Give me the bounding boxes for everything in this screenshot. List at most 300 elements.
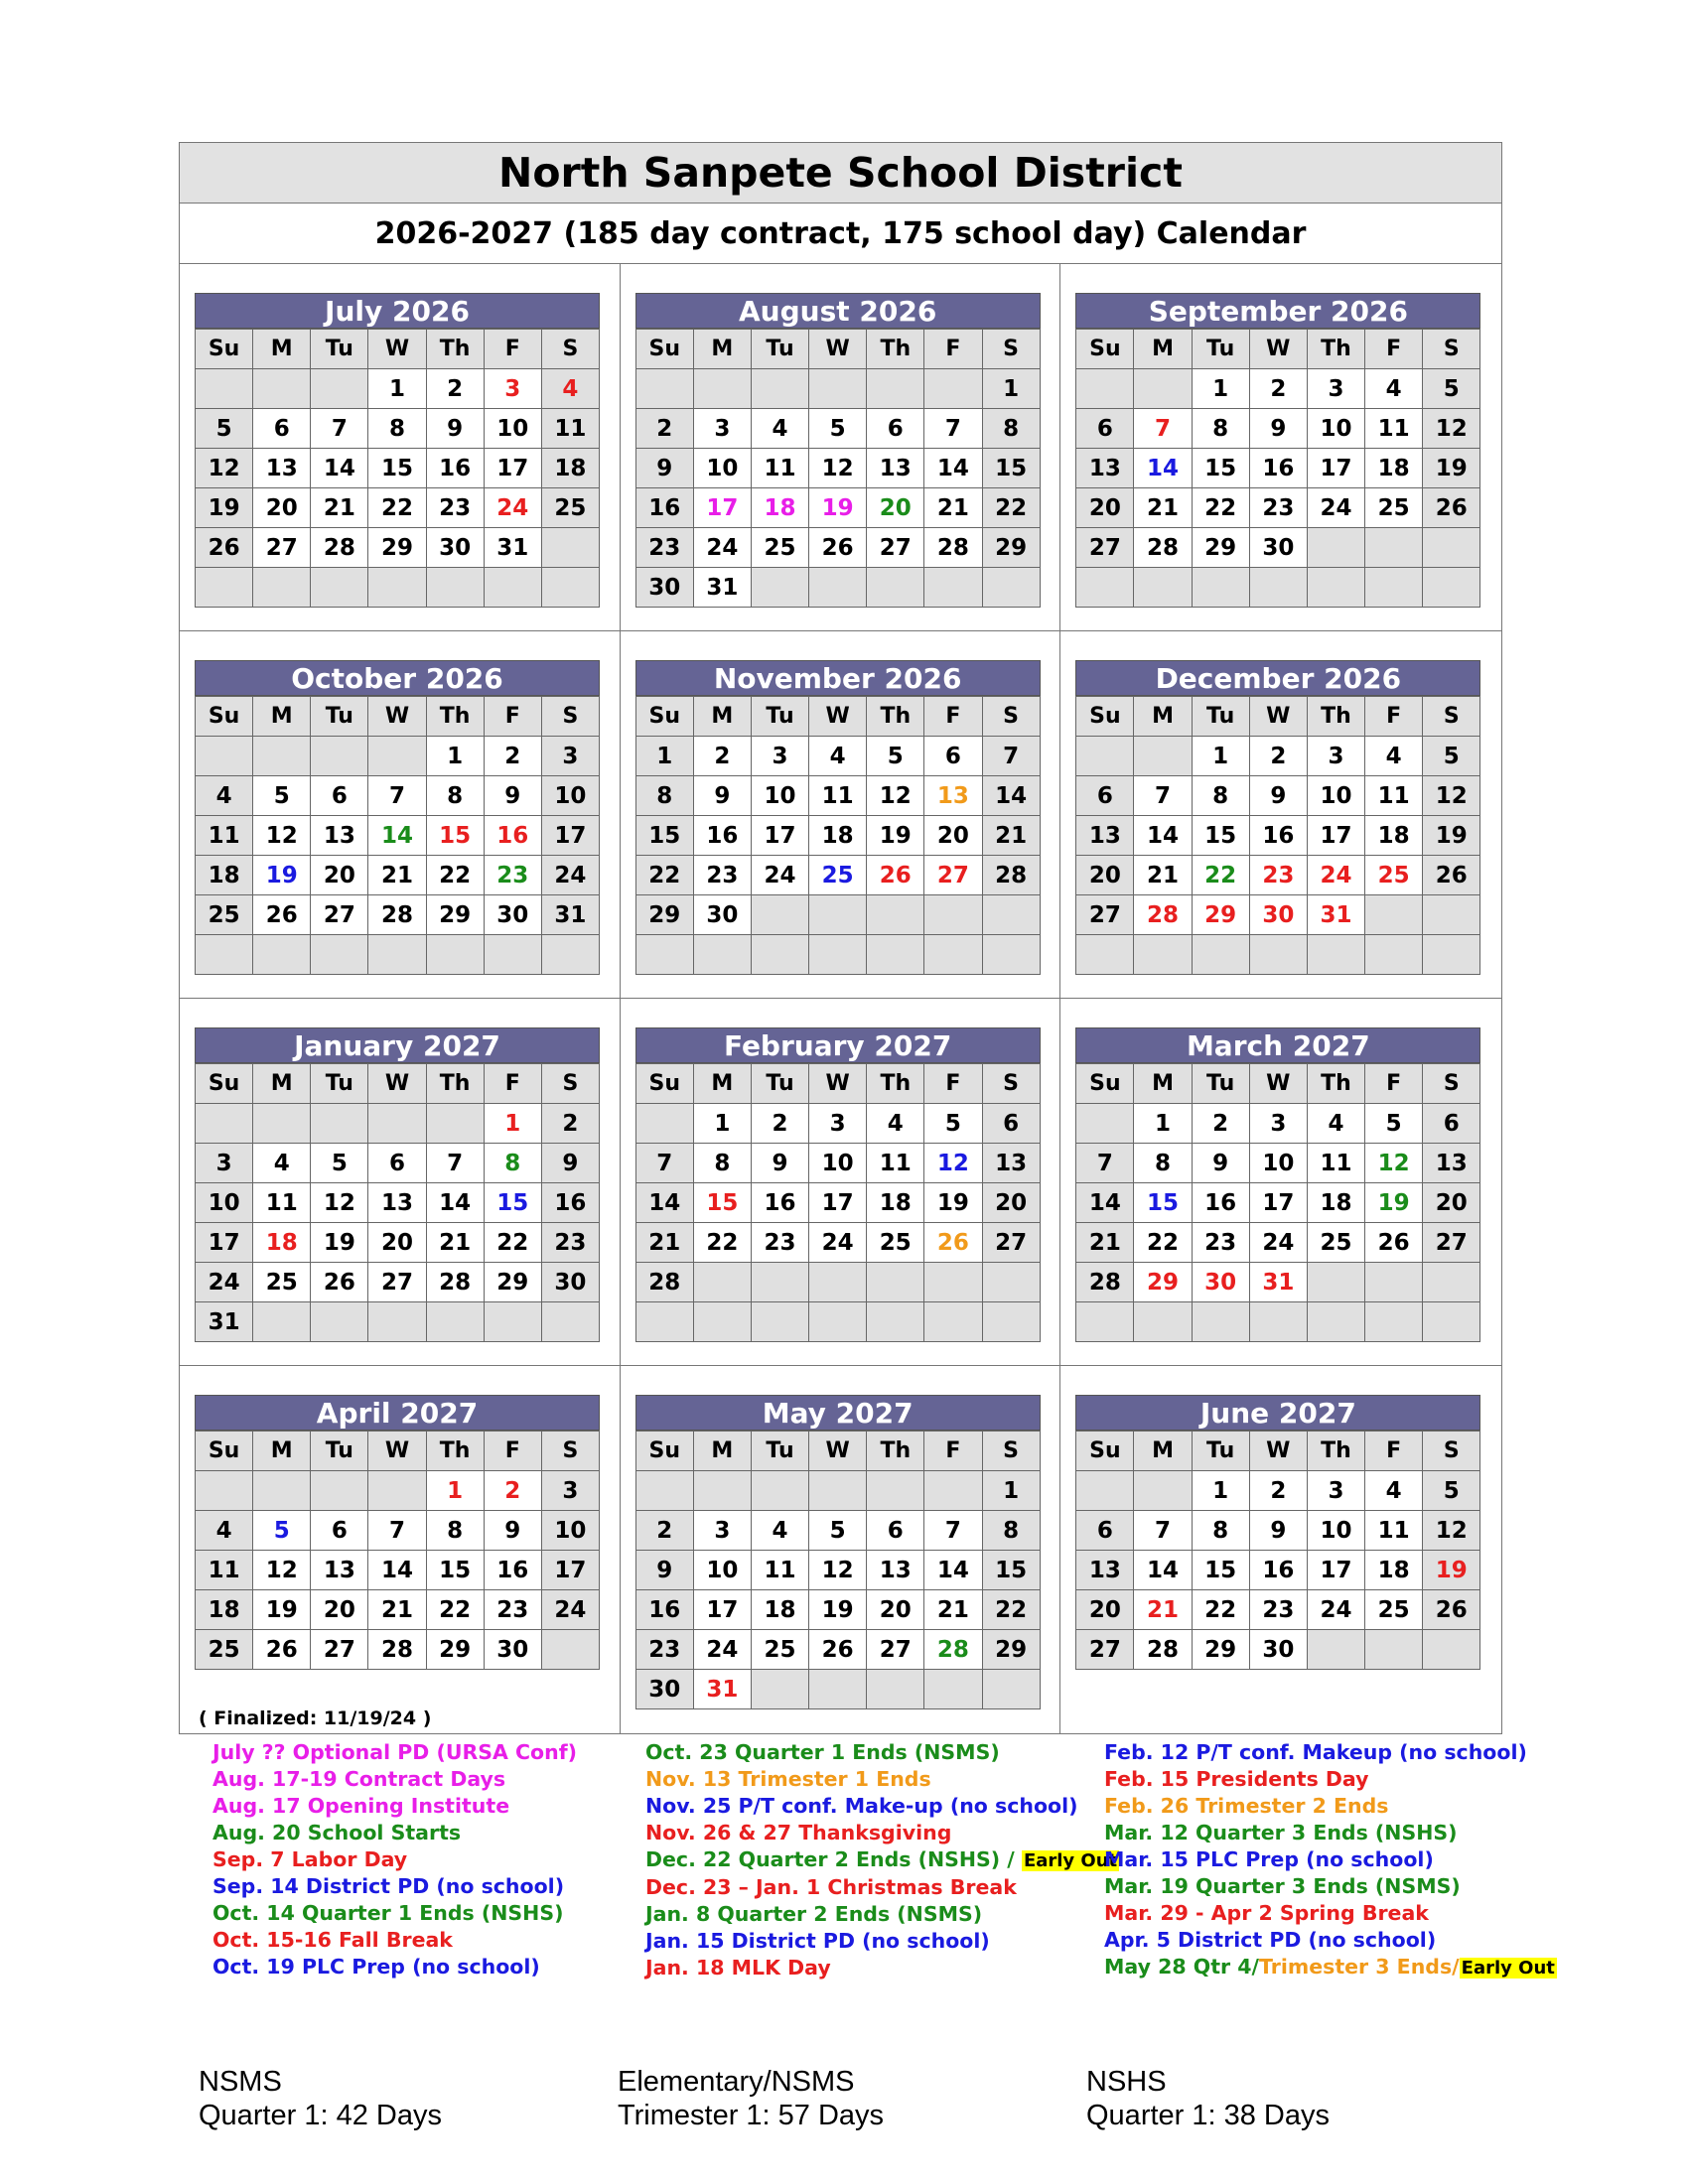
month-table bbox=[195, 329, 600, 608]
empty-cell bbox=[484, 935, 541, 975]
legend-text: Nov. 25 P/T conf. Make-up (no school) bbox=[645, 1794, 1078, 1818]
day-cell: 18 bbox=[1307, 1183, 1364, 1223]
footer-count: Quarter 1: 42 Days bbox=[199, 2100, 442, 2131]
day-cell: 15 bbox=[982, 449, 1040, 488]
day-cell: 16 bbox=[484, 816, 541, 856]
day-cell: 21 bbox=[924, 488, 982, 528]
empty-cell bbox=[1365, 895, 1423, 935]
weekday-header: S bbox=[541, 697, 599, 737]
day-cell: 11 bbox=[253, 1183, 311, 1223]
day-cell: 20 bbox=[1076, 856, 1134, 895]
day-cell: 12 bbox=[1423, 1511, 1480, 1551]
day-cell: 12 bbox=[809, 449, 867, 488]
month-calendar bbox=[195, 1027, 600, 1342]
weekday-header: M bbox=[1134, 330, 1192, 369]
day-cell: 28 bbox=[982, 856, 1040, 895]
empty-cell bbox=[541, 528, 599, 568]
weekday-header: S bbox=[982, 697, 1040, 737]
empty-cell bbox=[1134, 935, 1192, 975]
day-cell: 25 bbox=[809, 856, 867, 895]
weekday-header: S bbox=[1423, 697, 1480, 737]
day-cell: 24 bbox=[484, 488, 541, 528]
day-cell: 21 bbox=[311, 488, 368, 528]
day-cell: 9 bbox=[635, 1551, 693, 1590]
day-cell: 23 bbox=[426, 488, 484, 528]
day-cell: 13 bbox=[867, 1551, 924, 1590]
day-cell: 6 bbox=[311, 776, 368, 816]
legend-item bbox=[1104, 1927, 1557, 1954]
day-cell: 20 bbox=[982, 1183, 1040, 1223]
empty-cell bbox=[1423, 935, 1480, 975]
day-cell: 23 bbox=[541, 1223, 599, 1263]
empty-cell bbox=[1249, 568, 1307, 608]
day-cell: 28 bbox=[635, 1263, 693, 1302]
month-table bbox=[635, 1063, 1041, 1342]
weekday-header: Th bbox=[426, 1064, 484, 1104]
day-cell: 27 bbox=[311, 1630, 368, 1670]
legend-text: Nov. 26 & 27 Thanksgiving bbox=[645, 1821, 952, 1844]
empty-cell bbox=[809, 1670, 867, 1709]
legend-item bbox=[1104, 1739, 1557, 1766]
legend-item bbox=[1104, 1766, 1557, 1793]
empty-cell bbox=[1249, 1302, 1307, 1342]
empty-cell bbox=[1423, 895, 1480, 935]
day-cell: 1 bbox=[1192, 737, 1249, 776]
day-cell: 25 bbox=[196, 895, 253, 935]
day-cell: 26 bbox=[1365, 1223, 1423, 1263]
day-cell: 20 bbox=[867, 488, 924, 528]
legend-text: Mar. 15 PLC Prep (no school) bbox=[1104, 1847, 1434, 1871]
day-cell: 21 bbox=[1134, 488, 1192, 528]
day-cell: 24 bbox=[751, 856, 808, 895]
day-cell: 18 bbox=[253, 1223, 311, 1263]
day-cell: 27 bbox=[311, 895, 368, 935]
legend-text: Jan. 8 Quarter 2 Ends (NSMS) bbox=[645, 1902, 983, 1926]
calendar-subtitle: 2026-2027 (185 day contract, 175 school day) Calendar bbox=[180, 204, 1501, 264]
day-cell: 19 bbox=[1423, 1551, 1480, 1590]
weekday-header: Su bbox=[196, 330, 253, 369]
weekday-header: W bbox=[368, 330, 426, 369]
footer-column-3 bbox=[1086, 2065, 1330, 2132]
day-cell: 24 bbox=[693, 528, 751, 568]
day-cell: 2 bbox=[1249, 369, 1307, 409]
day-cell: 11 bbox=[1365, 409, 1423, 449]
day-cell: 1 bbox=[982, 369, 1040, 409]
weekday-header: F bbox=[924, 1432, 982, 1471]
day-cell: 25 bbox=[751, 528, 808, 568]
day-cell: 27 bbox=[867, 1630, 924, 1670]
month-cell bbox=[1060, 999, 1501, 1366]
day-cell: 5 bbox=[809, 1511, 867, 1551]
day-cell: 1 bbox=[426, 1471, 484, 1511]
empty-cell bbox=[541, 1302, 599, 1342]
day-cell: 26 bbox=[809, 1630, 867, 1670]
day-cell: 6 bbox=[867, 1511, 924, 1551]
day-cell: 8 bbox=[426, 776, 484, 816]
day-cell: 3 bbox=[1307, 369, 1364, 409]
day-cell: 10 bbox=[541, 776, 599, 816]
empty-cell bbox=[924, 895, 982, 935]
day-cell: 22 bbox=[484, 1223, 541, 1263]
day-cell: 16 bbox=[635, 1590, 693, 1630]
weekday-header: F bbox=[924, 330, 982, 369]
empty-cell bbox=[1076, 935, 1134, 975]
day-cell: 12 bbox=[867, 776, 924, 816]
empty-cell bbox=[1307, 1302, 1364, 1342]
weekday-header: F bbox=[484, 1432, 541, 1471]
day-cell: 4 bbox=[1307, 1104, 1364, 1144]
legend-item bbox=[645, 1820, 1119, 1846]
day-cell: 4 bbox=[751, 409, 808, 449]
day-cell: 14 bbox=[635, 1183, 693, 1223]
month-table bbox=[635, 1431, 1041, 1709]
day-cell: 8 bbox=[1192, 409, 1249, 449]
day-cell: 3 bbox=[1249, 1104, 1307, 1144]
weekday-header: Su bbox=[1076, 697, 1134, 737]
legend-column-3 bbox=[1104, 1739, 1557, 1981]
weekday-header: Su bbox=[635, 697, 693, 737]
day-cell: 23 bbox=[1192, 1223, 1249, 1263]
day-cell: 31 bbox=[196, 1302, 253, 1342]
legend-text: Jan. 15 District PD (no school) bbox=[645, 1929, 990, 1953]
day-cell: 3 bbox=[693, 1511, 751, 1551]
legend-text: Sep. 14 District PD (no school) bbox=[212, 1874, 565, 1898]
day-cell: 19 bbox=[1365, 1183, 1423, 1223]
day-cell: 14 bbox=[426, 1183, 484, 1223]
empty-cell bbox=[1192, 935, 1249, 975]
day-cell: 22 bbox=[368, 488, 426, 528]
day-cell: 28 bbox=[368, 1630, 426, 1670]
district-title: North Sanpete School District bbox=[180, 143, 1501, 204]
weekday-header: S bbox=[541, 1064, 599, 1104]
day-cell: 31 bbox=[693, 568, 751, 608]
day-cell: 25 bbox=[541, 488, 599, 528]
day-cell: 12 bbox=[924, 1144, 982, 1183]
day-cell: 3 bbox=[809, 1104, 867, 1144]
day-cell: 11 bbox=[1365, 1511, 1423, 1551]
day-cell: 31 bbox=[541, 895, 599, 935]
day-cell: 14 bbox=[924, 449, 982, 488]
month-cell bbox=[621, 631, 1061, 999]
day-cell: 30 bbox=[1249, 895, 1307, 935]
empty-cell bbox=[1307, 528, 1364, 568]
day-cell: 28 bbox=[426, 1263, 484, 1302]
month-cell bbox=[621, 264, 1061, 631]
day-cell: 4 bbox=[751, 1511, 808, 1551]
empty-cell bbox=[693, 369, 751, 409]
empty-cell bbox=[635, 935, 693, 975]
legend-item bbox=[1104, 1793, 1557, 1820]
empty-cell bbox=[809, 1471, 867, 1511]
legend-text: May 28 Qtr 4/ bbox=[1104, 1955, 1259, 1979]
day-cell: 29 bbox=[1192, 528, 1249, 568]
day-cell: 10 bbox=[1307, 409, 1364, 449]
empty-cell bbox=[1423, 1302, 1480, 1342]
day-cell: 17 bbox=[541, 816, 599, 856]
day-cell: 7 bbox=[635, 1144, 693, 1183]
day-cell: 11 bbox=[751, 1551, 808, 1590]
day-cell: 14 bbox=[368, 1551, 426, 1590]
empty-cell bbox=[1134, 1302, 1192, 1342]
day-cell: 26 bbox=[1423, 856, 1480, 895]
day-cell: 19 bbox=[253, 1590, 311, 1630]
day-cell: 2 bbox=[1192, 1104, 1249, 1144]
day-cell: 16 bbox=[1249, 449, 1307, 488]
weekday-header: Th bbox=[867, 330, 924, 369]
weekday-header: Th bbox=[867, 697, 924, 737]
day-cell: 29 bbox=[484, 1263, 541, 1302]
day-cell: 21 bbox=[982, 816, 1040, 856]
weekday-header: F bbox=[1365, 1064, 1423, 1104]
day-cell: 16 bbox=[751, 1183, 808, 1223]
day-cell: 8 bbox=[1134, 1144, 1192, 1183]
day-cell: 3 bbox=[693, 409, 751, 449]
empty-cell bbox=[253, 737, 311, 776]
day-cell: 22 bbox=[1192, 1590, 1249, 1630]
legend-text: Dec. 22 Quarter 2 Ends (NSHS) / bbox=[645, 1847, 1022, 1871]
day-cell: 25 bbox=[196, 1630, 253, 1670]
empty-cell bbox=[196, 935, 253, 975]
weekday-header: Su bbox=[196, 1432, 253, 1471]
day-cell: 2 bbox=[1249, 737, 1307, 776]
empty-cell bbox=[1423, 528, 1480, 568]
day-cell: 7 bbox=[924, 1511, 982, 1551]
empty-cell bbox=[635, 1471, 693, 1511]
day-cell: 13 bbox=[253, 449, 311, 488]
legend-item bbox=[1104, 1954, 1557, 1981]
weekday-header: Su bbox=[1076, 1432, 1134, 1471]
empty-cell bbox=[196, 1471, 253, 1511]
month-title: April 2027 bbox=[195, 1395, 600, 1431]
day-cell: 2 bbox=[1249, 1471, 1307, 1511]
day-cell: 28 bbox=[1134, 1630, 1192, 1670]
legend-item bbox=[212, 1846, 577, 1873]
day-cell: 21 bbox=[1076, 1223, 1134, 1263]
day-cell: 24 bbox=[1307, 1590, 1364, 1630]
day-cell: 21 bbox=[1134, 1590, 1192, 1630]
empty-cell bbox=[867, 369, 924, 409]
legend-item bbox=[645, 1766, 1119, 1793]
empty-cell bbox=[1365, 1630, 1423, 1670]
empty-cell bbox=[751, 1263, 808, 1302]
month-title: September 2026 bbox=[1075, 293, 1480, 329]
month-title: February 2027 bbox=[635, 1027, 1041, 1063]
month-title: August 2026 bbox=[635, 293, 1041, 329]
empty-cell bbox=[924, 935, 982, 975]
day-cell: 28 bbox=[1134, 528, 1192, 568]
empty-cell bbox=[368, 737, 426, 776]
day-cell: 21 bbox=[1134, 856, 1192, 895]
day-cell: 29 bbox=[426, 895, 484, 935]
day-cell: 26 bbox=[311, 1263, 368, 1302]
weekday-header: Tu bbox=[751, 330, 808, 369]
day-cell: 1 bbox=[982, 1471, 1040, 1511]
month-calendar bbox=[635, 660, 1041, 975]
weekday-header: S bbox=[982, 1432, 1040, 1471]
legend-text: Oct. 23 Quarter 1 Ends (NSMS) bbox=[645, 1740, 1000, 1764]
empty-cell bbox=[1365, 568, 1423, 608]
day-cell: 7 bbox=[368, 1511, 426, 1551]
legend-item bbox=[212, 1954, 577, 1980]
empty-cell bbox=[1307, 935, 1364, 975]
empty-cell bbox=[867, 1670, 924, 1709]
month-calendar bbox=[635, 1027, 1041, 1342]
empty-cell bbox=[368, 568, 426, 608]
weekday-header: Su bbox=[196, 697, 253, 737]
empty-cell bbox=[1134, 369, 1192, 409]
empty-cell bbox=[1076, 369, 1134, 409]
day-cell: 15 bbox=[693, 1183, 751, 1223]
empty-cell bbox=[867, 1471, 924, 1511]
day-cell: 29 bbox=[635, 895, 693, 935]
day-cell: 15 bbox=[1134, 1183, 1192, 1223]
day-cell: 7 bbox=[368, 776, 426, 816]
day-cell: 26 bbox=[1423, 488, 1480, 528]
empty-cell bbox=[809, 935, 867, 975]
day-cell: 9 bbox=[426, 409, 484, 449]
weekday-header: W bbox=[368, 1432, 426, 1471]
weekday-header: S bbox=[982, 1064, 1040, 1104]
day-cell: 22 bbox=[1192, 488, 1249, 528]
day-cell: 18 bbox=[1365, 1551, 1423, 1590]
day-cell: 5 bbox=[1423, 737, 1480, 776]
empty-cell bbox=[867, 935, 924, 975]
day-cell: 6 bbox=[368, 1144, 426, 1183]
day-cell: 26 bbox=[809, 528, 867, 568]
day-cell: 20 bbox=[368, 1223, 426, 1263]
day-cell: 16 bbox=[693, 816, 751, 856]
day-cell: 7 bbox=[1134, 776, 1192, 816]
month-table bbox=[635, 696, 1041, 975]
day-cell: 19 bbox=[196, 488, 253, 528]
day-cell: 29 bbox=[1192, 1630, 1249, 1670]
empty-cell bbox=[368, 1471, 426, 1511]
weekday-header: Th bbox=[1307, 1064, 1364, 1104]
day-cell: 11 bbox=[867, 1144, 924, 1183]
weekday-header: S bbox=[541, 1432, 599, 1471]
empty-cell bbox=[693, 935, 751, 975]
day-cell: 14 bbox=[1134, 1551, 1192, 1590]
day-cell: 23 bbox=[635, 528, 693, 568]
empty-cell bbox=[1134, 737, 1192, 776]
day-cell: 21 bbox=[635, 1223, 693, 1263]
day-cell: 7 bbox=[1134, 409, 1192, 449]
day-cell: 19 bbox=[924, 1183, 982, 1223]
day-cell: 10 bbox=[1249, 1144, 1307, 1183]
day-cell: 17 bbox=[693, 1590, 751, 1630]
day-cell: 5 bbox=[311, 1144, 368, 1183]
day-cell: 18 bbox=[751, 1590, 808, 1630]
day-cell: 26 bbox=[1423, 1590, 1480, 1630]
day-cell: 14 bbox=[1076, 1183, 1134, 1223]
day-cell: 20 bbox=[311, 856, 368, 895]
day-cell: 11 bbox=[541, 409, 599, 449]
day-cell: 15 bbox=[484, 1183, 541, 1223]
day-cell: 30 bbox=[1192, 1263, 1249, 1302]
day-cell: 4 bbox=[1365, 1471, 1423, 1511]
month-title: June 2027 bbox=[1075, 1395, 1480, 1431]
day-cell: 27 bbox=[1076, 528, 1134, 568]
day-cell: 1 bbox=[1192, 369, 1249, 409]
legend-item bbox=[645, 1846, 1119, 1874]
empty-cell bbox=[1249, 935, 1307, 975]
day-cell: 24 bbox=[809, 1223, 867, 1263]
day-cell: 18 bbox=[751, 488, 808, 528]
month-calendar bbox=[635, 1395, 1041, 1709]
weekday-header: M bbox=[693, 697, 751, 737]
day-cell: 16 bbox=[484, 1551, 541, 1590]
month-calendar bbox=[195, 293, 600, 608]
day-cell: 4 bbox=[196, 776, 253, 816]
day-cell: 12 bbox=[253, 816, 311, 856]
legend-item bbox=[212, 1793, 577, 1820]
month-title: January 2027 bbox=[195, 1027, 600, 1063]
empty-cell bbox=[311, 1302, 368, 1342]
day-cell: 17 bbox=[751, 816, 808, 856]
footer-column-2 bbox=[618, 2065, 884, 2132]
weekday-header: W bbox=[368, 1064, 426, 1104]
day-cell: 29 bbox=[426, 1630, 484, 1670]
day-cell: 9 bbox=[484, 776, 541, 816]
day-cell: 18 bbox=[1365, 816, 1423, 856]
day-cell: 25 bbox=[1365, 1590, 1423, 1630]
day-cell: 20 bbox=[253, 488, 311, 528]
day-cell: 12 bbox=[1423, 409, 1480, 449]
empty-cell bbox=[809, 369, 867, 409]
day-cell: 24 bbox=[196, 1263, 253, 1302]
day-cell: 25 bbox=[751, 1630, 808, 1670]
day-cell: 1 bbox=[368, 369, 426, 409]
weekday-header: W bbox=[809, 1064, 867, 1104]
day-cell: 24 bbox=[1307, 488, 1364, 528]
empty-cell bbox=[541, 568, 599, 608]
legend-item bbox=[1104, 1873, 1557, 1900]
calendar-frame bbox=[179, 142, 1502, 1734]
empty-cell bbox=[751, 1471, 808, 1511]
day-cell: 13 bbox=[1076, 816, 1134, 856]
legend-item bbox=[645, 1901, 1119, 1928]
empty-cell bbox=[751, 1302, 808, 1342]
day-cell: 7 bbox=[311, 409, 368, 449]
month-table bbox=[195, 1431, 600, 1670]
weekday-header: Tu bbox=[1192, 697, 1249, 737]
months-grid bbox=[180, 264, 1501, 1733]
day-cell: 31 bbox=[693, 1670, 751, 1709]
legend-text: Nov. 13 Trimester 1 Ends bbox=[645, 1767, 931, 1791]
weekday-header: W bbox=[809, 1432, 867, 1471]
empty-cell bbox=[751, 895, 808, 935]
day-cell: 2 bbox=[693, 737, 751, 776]
empty-cell bbox=[1076, 568, 1134, 608]
day-cell: 22 bbox=[1134, 1223, 1192, 1263]
finalized-note: ( Finalized: 11/19/24 ) bbox=[199, 1707, 432, 1729]
day-cell: 4 bbox=[196, 1511, 253, 1551]
weekday-header: M bbox=[253, 330, 311, 369]
legend-text: Trimester 3 Ends/ bbox=[1259, 1955, 1460, 1979]
empty-cell bbox=[368, 1302, 426, 1342]
empty-cell bbox=[196, 369, 253, 409]
day-cell: 30 bbox=[693, 895, 751, 935]
empty-cell bbox=[253, 568, 311, 608]
weekday-header: W bbox=[1249, 697, 1307, 737]
day-cell: 28 bbox=[1134, 895, 1192, 935]
day-cell: 14 bbox=[368, 816, 426, 856]
empty-cell bbox=[426, 935, 484, 975]
legend-text: Mar. 19 Quarter 3 Ends (NSMS) bbox=[1104, 1874, 1461, 1898]
legend-item bbox=[212, 1820, 577, 1846]
legend-item bbox=[1104, 1820, 1557, 1846]
month-calendar bbox=[635, 293, 1041, 608]
